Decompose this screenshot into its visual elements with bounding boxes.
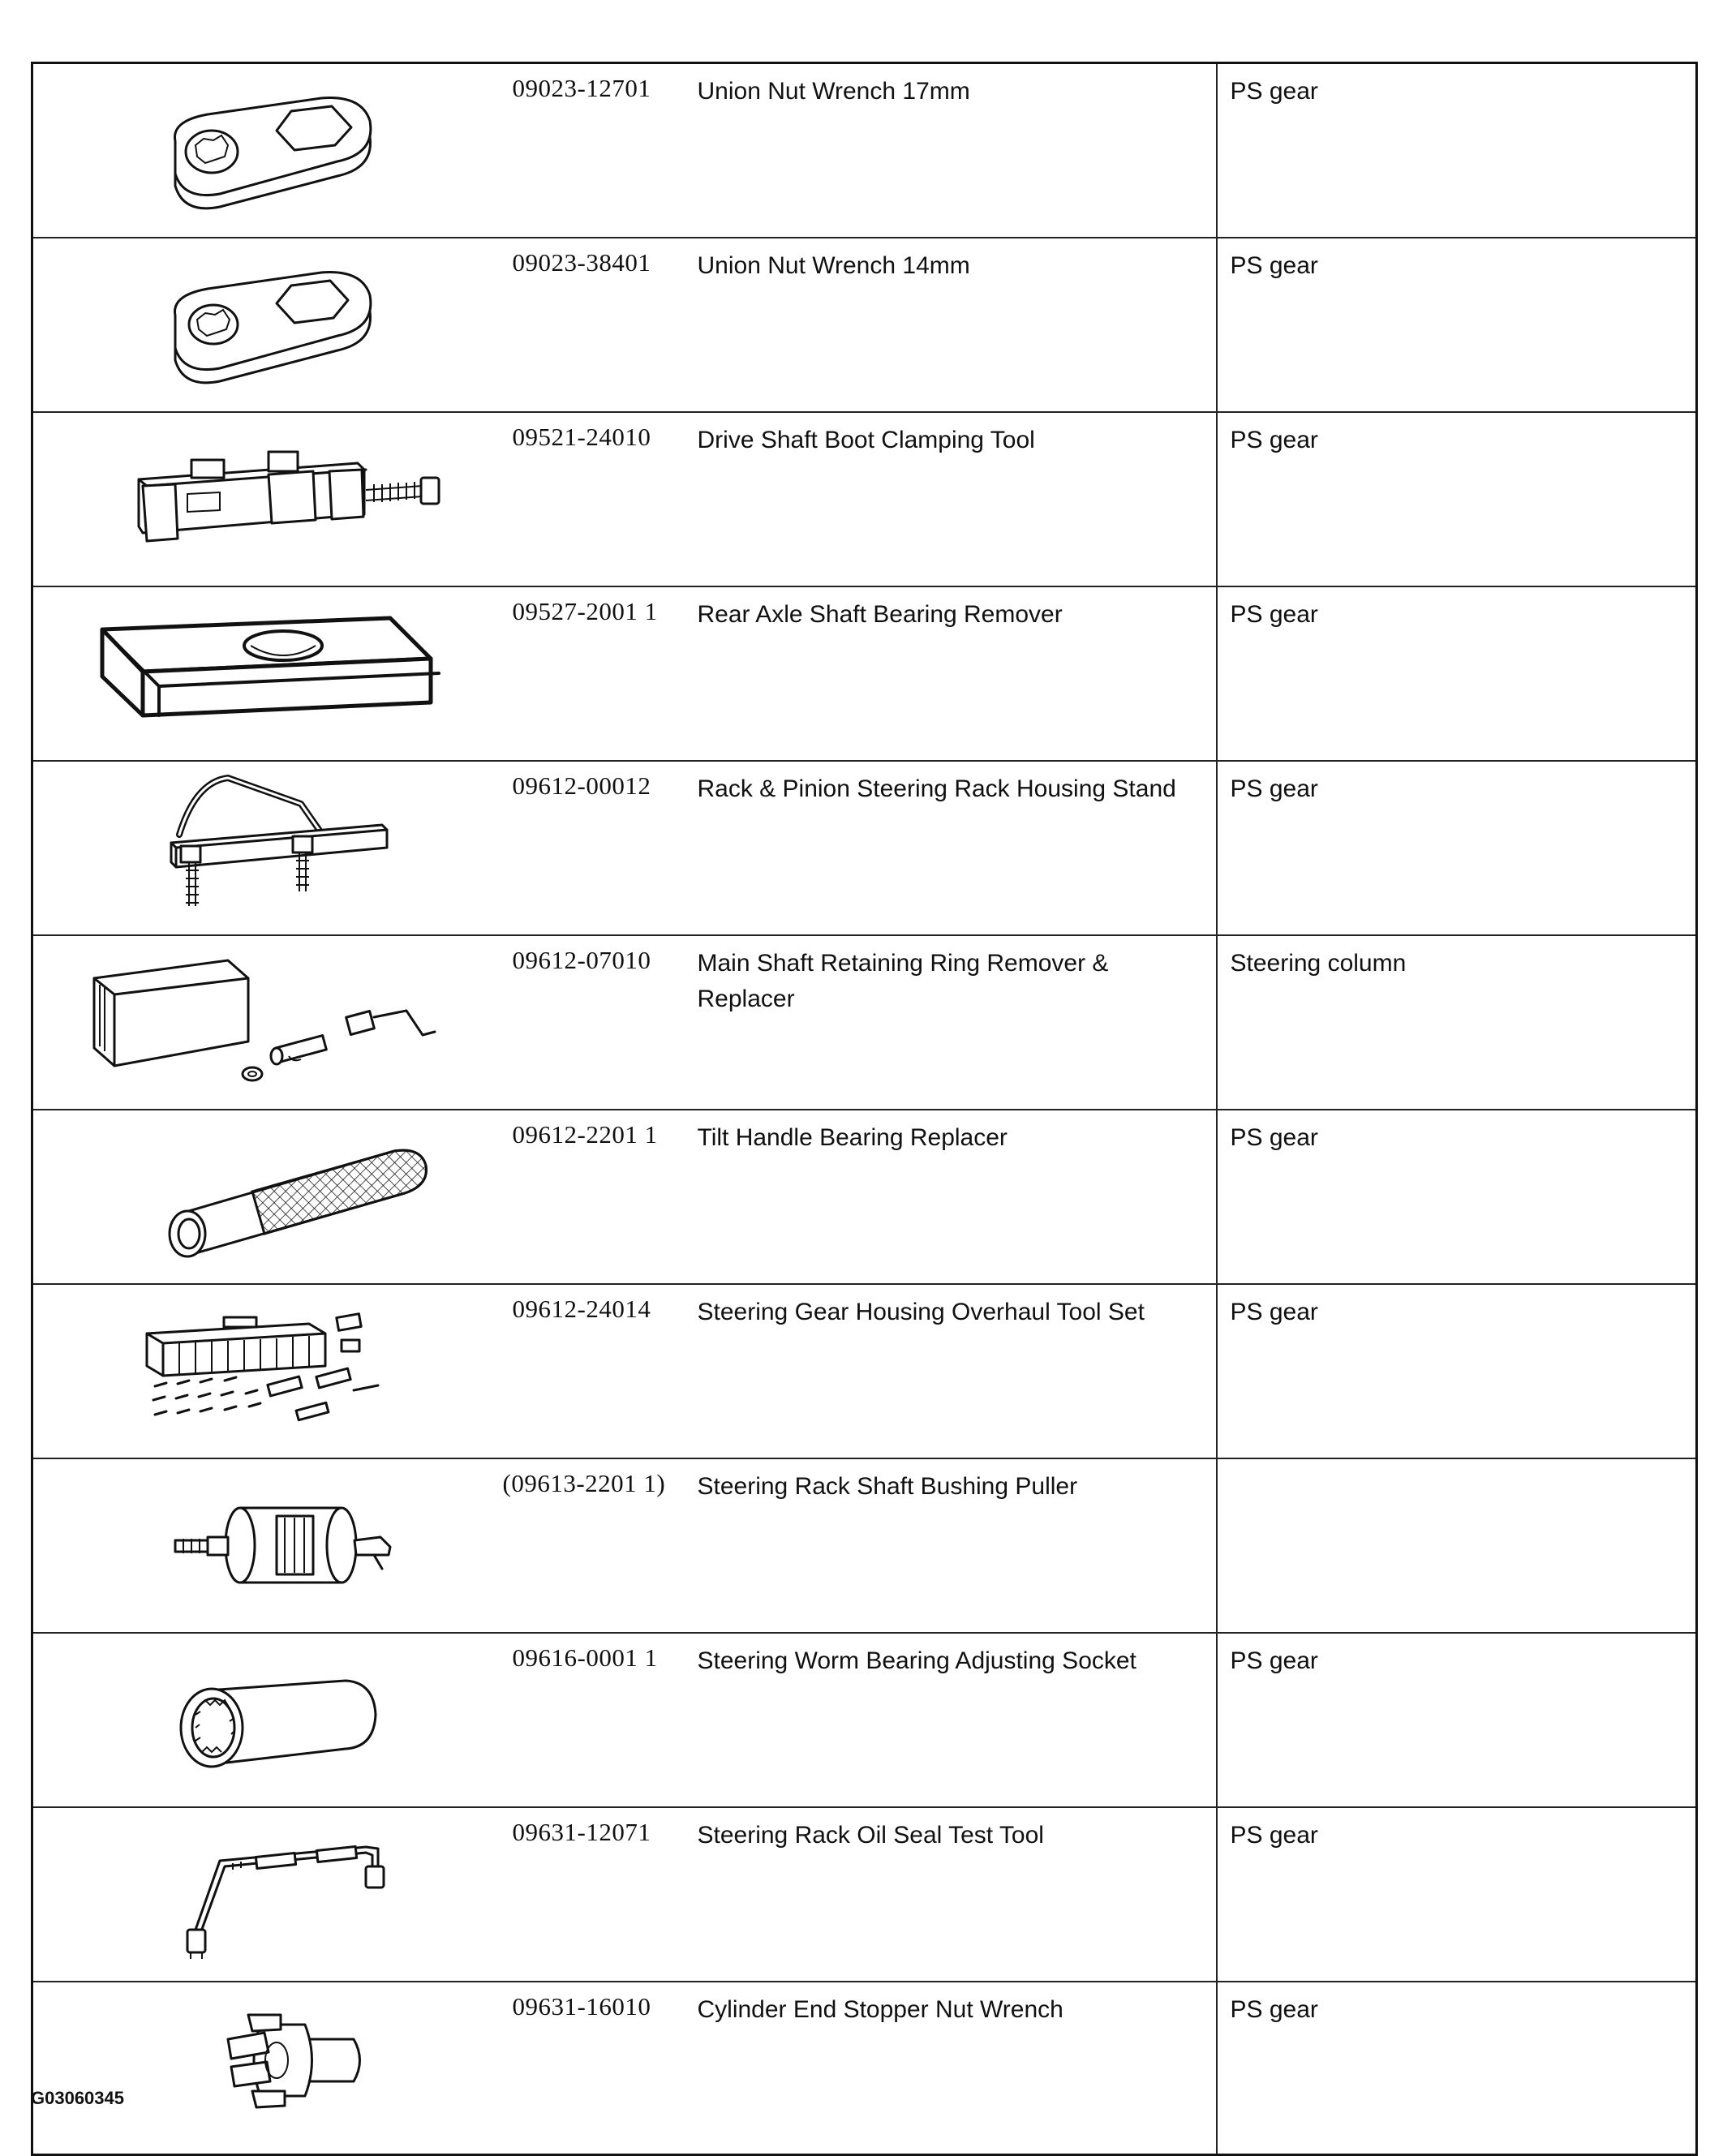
table-row [32, 238, 1697, 412]
table-row [32, 935, 1697, 1110]
tool-name: Main Shaft Retaining Ring Remover & Replacer [698, 935, 1217, 1110]
tool-name: Cylinder End Stopper Nut Wrench [698, 1982, 1217, 2155]
tool-illustration [32, 586, 503, 761]
table-row [32, 1982, 1697, 2155]
tool-illustration [32, 1633, 503, 1807]
table-row [32, 586, 1697, 761]
tool-usage: PS gear [1217, 761, 1697, 935]
table-row [32, 63, 1697, 238]
tool-illustration [32, 412, 503, 586]
tool-illustration [32, 238, 503, 412]
tool-illustration [32, 63, 503, 238]
tool-name: Union Nut Wrench 14mm [698, 238, 1217, 412]
tool-illustration [32, 761, 503, 935]
overhaul-tool-set-icon [33, 1285, 504, 1447]
housing-stand-icon [33, 762, 504, 924]
tool-usage: PS gear [1217, 1982, 1697, 2155]
tool-name: Drive Shaft Boot Clamping Tool [698, 412, 1217, 586]
bushing-puller-icon [33, 1459, 504, 1621]
stopper-nut-wrench-icon [33, 1982, 504, 2145]
tool-usage [1217, 1458, 1697, 1633]
table-row [32, 1633, 1697, 1807]
table-row [32, 1284, 1697, 1458]
part-number: 09612-07010 [503, 935, 698, 1110]
tool-usage: Steering column [1217, 935, 1697, 1110]
table-row [32, 412, 1697, 586]
tool-illustration [32, 1284, 503, 1458]
tool-name: Rack & Pinion Steering Rack Housing Stand [698, 761, 1217, 935]
part-number: 09631-12071 [503, 1807, 698, 1982]
boot-clamping-tool-icon [33, 413, 504, 575]
part-number: 09612-00012 [503, 761, 698, 935]
tool-name: Steering Gear Housing Overhaul Tool Set [698, 1284, 1217, 1458]
figure-id: G03060345 [31, 2088, 124, 2108]
tool-illustration [32, 1807, 503, 1982]
table-row [32, 1458, 1697, 1633]
table-row [32, 1807, 1697, 1982]
tool-illustration [32, 1982, 503, 2155]
tool-name: Steering Rack Shaft Bushing Puller [698, 1458, 1217, 1633]
part-number: 09521-24010 [503, 412, 698, 586]
tool-name: Tilt Handle Bearing Replacer [698, 1110, 1217, 1284]
table-row [32, 761, 1697, 935]
tool-usage: PS gear [1217, 63, 1697, 238]
tool-name: Steering Worm Bearing Adjusting Socket [698, 1633, 1217, 1807]
part-number: 09631-16010 [503, 1982, 698, 2155]
tool-name: Rear Axle Shaft Bearing Remover [698, 586, 1217, 761]
tool-name: Union Nut Wrench 17mm [698, 63, 1217, 238]
tool-usage: PS gear [1217, 412, 1697, 586]
special-service-tools-table [31, 62, 1698, 2156]
part-number: 09612-24014 [503, 1284, 698, 1458]
tool-usage: PS gear [1217, 1110, 1697, 1284]
tool-usage: PS gear [1217, 586, 1697, 761]
part-number: 09612-2201 1 [503, 1110, 698, 1284]
tool-illustration [32, 1110, 503, 1284]
tool-name: Steering Rack Oil Seal Test Tool [698, 1807, 1217, 1982]
part-number: (09613-2201 1) [503, 1458, 698, 1633]
union-nut-wrench-icon [33, 238, 504, 401]
tool-usage: PS gear [1217, 238, 1697, 412]
tool-usage: PS gear [1217, 1633, 1697, 1807]
union-nut-wrench-icon [33, 64, 504, 226]
part-number: 09023-12701 [503, 63, 698, 238]
part-number: 09616-0001 1 [503, 1633, 698, 1807]
oil-seal-test-tool-icon [33, 1808, 504, 1970]
bearing-replacer-icon [33, 1110, 504, 1273]
table-row [32, 1110, 1697, 1284]
retaining-ring-kit-icon [33, 936, 504, 1098]
tool-usage: PS gear [1217, 1284, 1697, 1458]
part-number: 09527-2001 1 [503, 586, 698, 761]
tool-illustration [32, 1458, 503, 1633]
part-number: 09023-38401 [503, 238, 698, 412]
tool-usage: PS gear [1217, 1807, 1697, 1982]
bearing-remover-icon [33, 587, 504, 749]
adjusting-socket-icon [33, 1634, 504, 1796]
tool-illustration [32, 935, 503, 1110]
